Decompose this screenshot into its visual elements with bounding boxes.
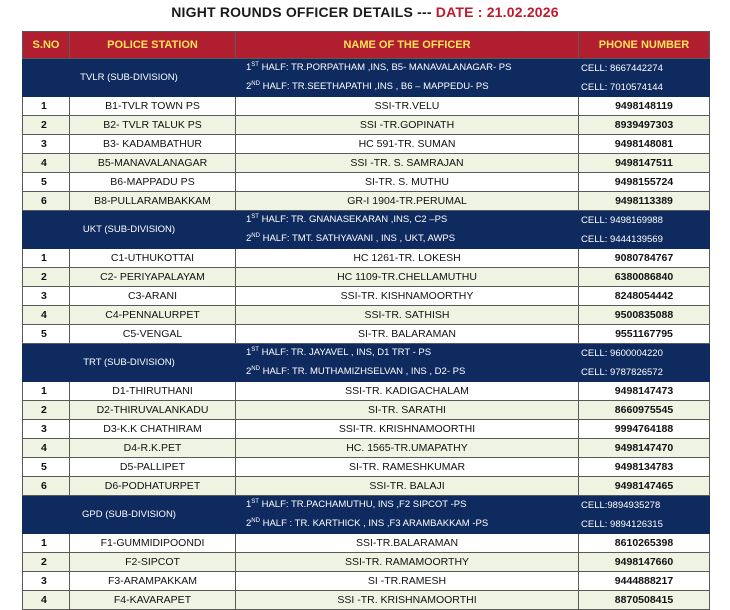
second-half-number: 2: [246, 81, 252, 93]
row-sno: 2: [23, 401, 70, 420]
second-half-text: HALF: TMT. SATHYAVANI , INS , UKT, AWPS: [259, 233, 456, 245]
row-police-station: F1-GUMMIDIPOONDI: [70, 534, 236, 553]
subdivision-name: TVLR (SUB-DIVISION): [23, 59, 236, 97]
table-row: [23, 382, 710, 401]
table-row: [23, 116, 710, 135]
row-officer-name: SSI-TR. RAMAMOORTHY: [236, 553, 579, 572]
row-police-station: D5-PALLIPET: [70, 458, 236, 477]
first-half-cell: CELL: 9498169988: [579, 211, 710, 230]
second-half-cell: CELL: 9894126315: [579, 515, 710, 534]
header-police-station: POLICE STATION: [70, 32, 236, 59]
header-sno: S.NO: [23, 32, 70, 59]
row-sno: 3: [23, 420, 70, 439]
table-row: [23, 420, 710, 439]
second-half-officer: [236, 363, 579, 382]
row-officer-name: SSI-TR. KRISHNAMOORTHI: [236, 420, 579, 439]
first-half-text: HALF: TR. JAYAVEL , INS, D1 TRT - PS: [258, 347, 432, 359]
row-police-station: D4-R.K.PET: [70, 439, 236, 458]
first-half-officer: [236, 496, 579, 515]
table-row: [23, 154, 710, 173]
row-officer-name: HC 591-TR. SUMAN: [236, 135, 579, 154]
row-sno: 5: [23, 458, 70, 477]
page-title: [0, 4, 730, 20]
row-sno: 6: [23, 477, 70, 496]
second-half-number: 2: [246, 518, 252, 530]
first-half-number: 1: [246, 347, 252, 359]
row-police-station: B1-TVLR TOWN PS: [70, 97, 236, 116]
second-half-suffix: ND: [251, 81, 260, 88]
second-half-cell: CELL: 9787826572: [579, 363, 710, 382]
second-half-suffix: ND: [251, 366, 260, 373]
row-police-station: B2- TVLR TALUK PS: [70, 116, 236, 135]
first-half-suffix: ST: [251, 62, 259, 69]
row-officer-name: HC. 1565-TR.UMAPATHY: [236, 439, 579, 458]
row-police-station: C4-PENNALURPET: [70, 306, 236, 325]
table-row: [23, 572, 710, 591]
first-half-text: HALF: TR.PACHAMUTHU, INS ,F2 SIPCOT -PS: [258, 499, 467, 511]
row-officer-name: GR-I 1904-TR.PERUMAL: [236, 192, 579, 211]
row-phone-number: 9080784767: [579, 249, 710, 268]
row-sno: 1: [23, 249, 70, 268]
first-half-suffix: ST: [251, 499, 259, 506]
row-officer-name: SSI-TR. KISHNAMOORTHY: [236, 287, 579, 306]
table-row: [23, 325, 710, 344]
title-date: DATE : 21.02.2026: [435, 4, 559, 20]
row-sno: 2: [23, 268, 70, 287]
row-sno: 4: [23, 306, 70, 325]
row-sno: 4: [23, 439, 70, 458]
row-officer-name: SI-TR. S. MUTHU: [236, 173, 579, 192]
row-police-station: D3-K.K CHATHIRAM: [70, 420, 236, 439]
second-half-officer: [236, 78, 579, 97]
row-officer-name: HC 1261-TR. LOKESH: [236, 249, 579, 268]
second-half-text: HALF: TR. MUTHAMIZHSELVAN , INS , D2- PS: [259, 366, 466, 378]
row-phone-number: 8610265398: [579, 534, 710, 553]
table-row: [23, 477, 710, 496]
first-half-cell: CELL:9894935278: [579, 496, 710, 515]
row-sno: 4: [23, 591, 70, 610]
first-half-cell: CELL: 8667442274: [579, 59, 710, 78]
second-half-text: HALF : TR. KARTHICK , INS ,F3 ARAMBAKKAM -PS: [259, 518, 489, 530]
first-half-suffix: ST: [251, 214, 259, 221]
officer-table: [22, 31, 710, 610]
row-police-station: F3-ARAMPAKKAM: [70, 572, 236, 591]
row-officer-name: SSI -TR. KRISHNAMOORTHI: [236, 591, 579, 610]
row-phone-number: 9498148081: [579, 135, 710, 154]
subdivision-row: [23, 59, 710, 78]
second-half-number: 2: [246, 233, 252, 245]
second-half-suffix: ND: [251, 233, 260, 240]
row-phone-number: 9498113389: [579, 192, 710, 211]
row-police-station: D2-THIRUVALANKADU: [70, 401, 236, 420]
row-officer-name: SSI-TR.BALARAMAN: [236, 534, 579, 553]
row-phone-number: 9498155724: [579, 173, 710, 192]
table-row: [23, 306, 710, 325]
row-police-station: C3-ARANI: [70, 287, 236, 306]
table-row: [23, 287, 710, 306]
row-phone-number: 8870508415: [579, 591, 710, 610]
first-half-text: HALF: TR.PORPATHAM ,INS, B5- MANAVALANAGAR- PS: [258, 62, 512, 74]
table-row: [23, 591, 710, 610]
row-sno: 2: [23, 116, 70, 135]
row-phone-number: 9498147465: [579, 477, 710, 496]
first-half-officer: [236, 59, 579, 78]
row-police-station: D6-PODHATURPET: [70, 477, 236, 496]
row-officer-name: SI-TR. SARATHI: [236, 401, 579, 420]
row-officer-name: SI-TR. BALARAMAN: [236, 325, 579, 344]
row-officer-name: SSI-TR.VELU: [236, 97, 579, 116]
row-phone-number: 9498147473: [579, 382, 710, 401]
row-sno: 3: [23, 572, 70, 591]
row-phone-number: 6380086840: [579, 268, 710, 287]
row-phone-number: 9498147660: [579, 553, 710, 572]
row-phone-number: 9498147511: [579, 154, 710, 173]
subdivision-row: [23, 211, 710, 230]
row-sno: 1: [23, 97, 70, 116]
row-police-station: C2- PERIYAPALAYAM: [70, 268, 236, 287]
table-row: [23, 135, 710, 154]
row-sno: 3: [23, 135, 70, 154]
row-officer-name: SSI-TR. BALAJI: [236, 477, 579, 496]
row-phone-number: 9498147470: [579, 439, 710, 458]
second-half-cell: CELL: 9444139569: [579, 230, 710, 249]
row-phone-number: 9994764188: [579, 420, 710, 439]
row-phone-number: 8939497303: [579, 116, 710, 135]
header-row: [23, 32, 710, 59]
first-half-number: 1: [246, 62, 252, 74]
row-police-station: F2-SIPCOT: [70, 553, 236, 572]
subdivision-name: TRT (SUB-DIVISION): [23, 344, 236, 382]
row-phone-number: 9498148119: [579, 97, 710, 116]
first-half-officer: [236, 344, 579, 363]
subdivision-name: UKT (SUB-DIVISION): [23, 211, 236, 249]
row-officer-name: SSI -TR. S. SAMRAJAN: [236, 154, 579, 173]
row-police-station: B6-MAPPADU PS: [70, 173, 236, 192]
table-body: [23, 59, 710, 610]
table-row: [23, 173, 710, 192]
table-row: [23, 192, 710, 211]
row-police-station: B3- KADAMBATHUR: [70, 135, 236, 154]
table-row: [23, 401, 710, 420]
row-police-station: C5-VENGAL: [70, 325, 236, 344]
row-phone-number: 9444888217: [579, 572, 710, 591]
second-half-officer: [236, 230, 579, 249]
row-officer-name: SI -TR.RAMESH: [236, 572, 579, 591]
row-officer-name: SSI-TR. KADIGACHALAM: [236, 382, 579, 401]
first-half-suffix: ST: [251, 347, 259, 354]
row-phone-number: 9500835088: [579, 306, 710, 325]
subdivision-row: [23, 496, 710, 515]
first-half-number: 1: [246, 214, 252, 226]
table-row: [23, 534, 710, 553]
first-half-cell: CELL: 9600004220: [579, 344, 710, 363]
row-police-station: F4-KAVARAPET: [70, 591, 236, 610]
second-half-cell: CELL: 7010574144: [579, 78, 710, 97]
second-half-text: HALF: TR.SEETHAPATHI ,INS , B6 – MAPPEDU- PS: [259, 81, 489, 93]
row-phone-number: 8660975545: [579, 401, 710, 420]
table-row: [23, 439, 710, 458]
header-phone-number: PHONE NUMBER: [579, 32, 710, 59]
row-officer-name: SSI -TR.GOPINATH: [236, 116, 579, 135]
first-half-number: 1: [246, 499, 252, 511]
row-sno: 1: [23, 534, 70, 553]
subdivision-row: [23, 344, 710, 363]
table-row: [23, 458, 710, 477]
row-officer-name: SI-TR. RAMESHKUMAR: [236, 458, 579, 477]
row-phone-number: 8248054442: [579, 287, 710, 306]
first-half-text: HALF: TR. GNANASEKARAN ,INS, C2 –PS: [258, 214, 448, 226]
second-half-suffix: ND: [251, 518, 260, 525]
row-police-station: C1-UTHUKOTTAI: [70, 249, 236, 268]
table-row: [23, 249, 710, 268]
row-sno: 1: [23, 382, 70, 401]
row-sno: 3: [23, 287, 70, 306]
row-officer-name: SSI-TR. SATHISH: [236, 306, 579, 325]
row-police-station: D1-THIRUTHANI: [70, 382, 236, 401]
row-police-station: B8-PULLARAMBAKKAM: [70, 192, 236, 211]
row-sno: 5: [23, 325, 70, 344]
second-half-number: 2: [246, 366, 252, 378]
subdivision-name: GPD (SUB-DIVISION): [23, 496, 236, 534]
table-row: [23, 268, 710, 287]
table-row: [23, 97, 710, 116]
table-row: [23, 553, 710, 572]
row-sno: 4: [23, 154, 70, 173]
row-sno: 2: [23, 553, 70, 572]
row-phone-number: 9551167795: [579, 325, 710, 344]
row-sno: 6: [23, 192, 70, 211]
row-police-station: B5-MANAVALANAGAR: [70, 154, 236, 173]
title-text: NIGHT ROUNDS OFFICER DETAILS ---: [171, 4, 436, 20]
row-officer-name: HC 1109-TR.CHELLAMUTHU: [236, 268, 579, 287]
row-sno: 5: [23, 173, 70, 192]
row-phone-number: 9498134783: [579, 458, 710, 477]
header-officer-name: NAME OF THE OFFICER: [236, 32, 579, 59]
first-half-officer: [236, 211, 579, 230]
second-half-officer: [236, 515, 579, 534]
